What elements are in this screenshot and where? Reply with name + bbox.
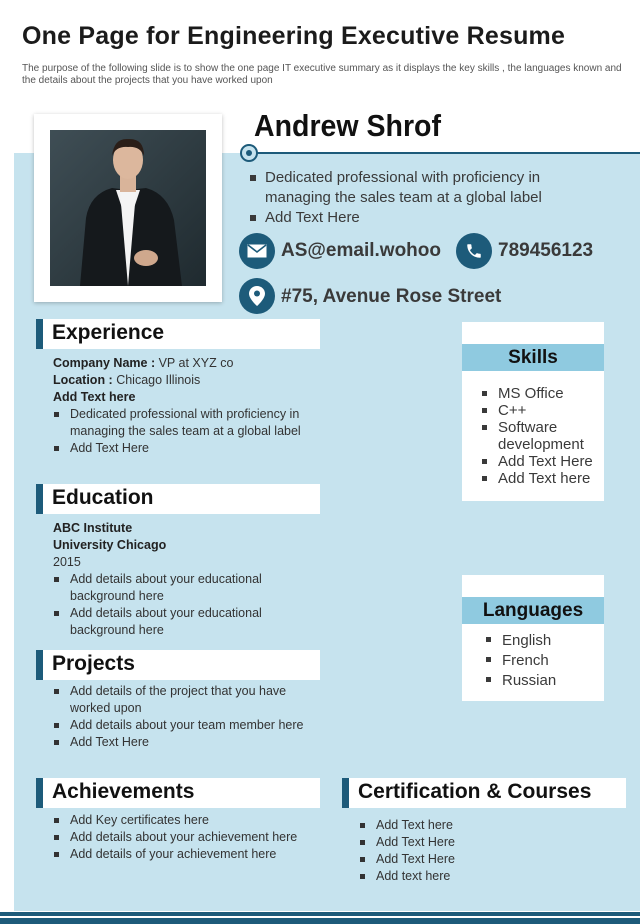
slide-subtitle: The purpose of the following slide is to show the one page IT executive summary as it displays the key skills , the languages known and the details about the projects that you have worked upon: [22, 63, 622, 86]
location-pin-icon: [239, 278, 275, 314]
education-heading-label: Education: [52, 486, 154, 509]
experience-body: [53, 355, 313, 457]
location-value: Chicago Illinois: [116, 373, 201, 387]
skills-box: [462, 322, 604, 501]
profile-photo: [50, 130, 206, 286]
address-text: #75, Avenue Rose Street: [281, 286, 502, 307]
projects-body: [53, 683, 313, 751]
certification-heading-label: Certification & Courses: [358, 780, 592, 803]
list-item: Add details of the project that you have worked upon: [53, 683, 313, 717]
list-item: Add details of your achievement here: [53, 846, 313, 863]
summary-item: Dedicated professional with proficiency in managing the sales team at a global label: [250, 168, 570, 208]
phone-icon: [456, 233, 492, 269]
list-item: Add details about your educational background here: [53, 605, 313, 639]
envelope-icon: [239, 233, 275, 269]
company-value: VP at XYZ co: [158, 356, 234, 370]
languages-heading: Languages: [462, 597, 604, 624]
list-item: Add Text Here: [359, 834, 609, 851]
summary-item: Add Text Here: [250, 208, 570, 228]
list-item: French: [484, 651, 602, 671]
list-item: Add Text Here: [53, 734, 313, 751]
achievements-list: [53, 812, 313, 863]
name-divider: [250, 152, 640, 154]
list-item: Software development: [480, 419, 602, 453]
certification-body: [359, 817, 609, 885]
projects-heading-label: Projects: [52, 652, 135, 675]
education-year: 2015: [53, 555, 81, 569]
phone-text[interactable]: 789456123: [498, 240, 594, 261]
list-item: MS Office: [480, 385, 602, 402]
projects-heading: [36, 650, 320, 680]
education-body: [53, 520, 313, 639]
languages-list: [484, 631, 602, 691]
university-name: University Chicago: [53, 538, 167, 552]
experience-heading-label: Experience: [52, 321, 165, 344]
achievements-heading: [36, 778, 320, 808]
list-item: Dedicated professional with proficiency in managing the sales team at a global label: [53, 406, 313, 440]
languages-box: [462, 575, 604, 701]
experience-extra: Add Text here: [53, 390, 136, 404]
list-item: Add Text here: [480, 470, 602, 487]
skills-heading: Skills: [462, 344, 604, 371]
list-item: Add Key certificates here: [53, 812, 313, 829]
experience-heading: [36, 319, 320, 349]
education-heading: [36, 484, 320, 514]
projects-list: [53, 683, 313, 751]
experience-list: [53, 406, 313, 457]
certification-heading: [342, 778, 626, 808]
list-item: Add Text here: [359, 817, 609, 834]
location-label: Location :: [53, 373, 113, 387]
institute-name: ABC Institute: [53, 521, 133, 535]
list-item: Add Text Here: [480, 453, 602, 470]
company-label: Company Name :: [53, 356, 156, 370]
achievements-heading-label: Achievements: [52, 780, 195, 803]
profile-photo-frame: [34, 114, 222, 302]
skills-list: [480, 385, 602, 487]
list-item: Russian: [484, 671, 602, 691]
list-item: Add details about your team member here: [53, 717, 313, 734]
list-item: English: [484, 631, 602, 651]
achievements-body: [53, 812, 313, 863]
list-item: Add text here: [359, 868, 609, 885]
list-item: Add details about your educational background here: [53, 571, 313, 605]
list-item: Add details about your achievement here: [53, 829, 313, 846]
education-list: [53, 571, 313, 639]
list-item: Add Text Here: [359, 851, 609, 868]
footer-bar: [0, 912, 640, 924]
certification-list: [359, 817, 609, 885]
divider-node-icon: [240, 144, 258, 162]
email-text[interactable]: AS@email.wohoo: [281, 240, 441, 261]
candidate-name: Andrew Shrof: [254, 108, 441, 143]
list-item: Add Text Here: [53, 440, 313, 457]
slide-title: One Page for Engineering Executive Resume: [22, 22, 566, 50]
summary-list: [250, 168, 570, 228]
list-item: C++: [480, 402, 602, 419]
